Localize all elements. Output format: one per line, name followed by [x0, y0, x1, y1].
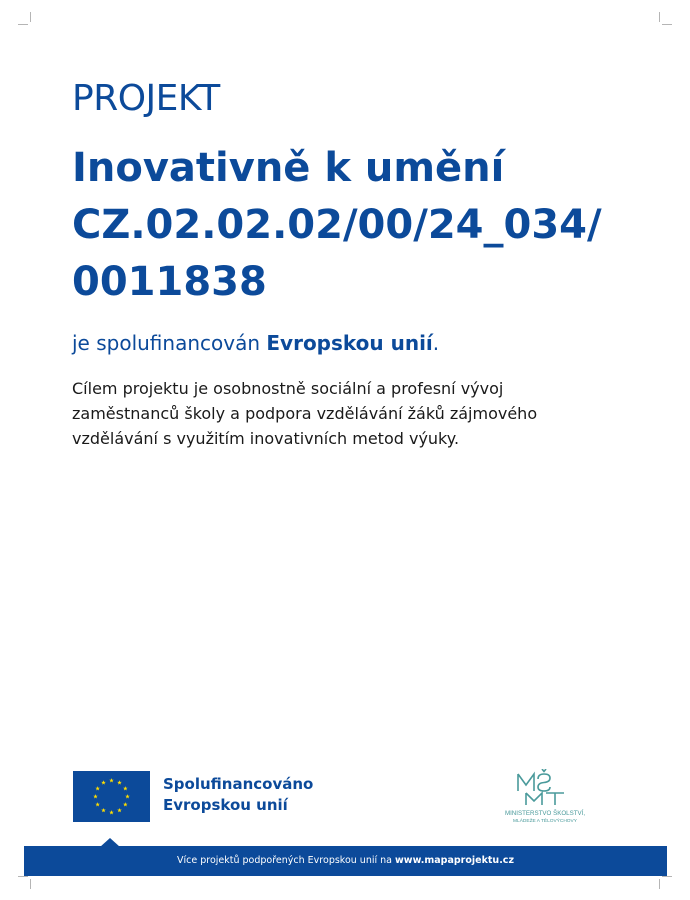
- eu-star-icon: [109, 810, 114, 814]
- msmt-logo-line2: MLÁDEŽE A TĚLOVÝCHOVY: [513, 819, 577, 824]
- eu-logo-line2: Evropskou unií: [163, 796, 288, 814]
- crop-mark: [662, 876, 672, 877]
- eu-star-icon: [125, 794, 130, 798]
- eu-star-icon: [117, 780, 122, 784]
- msmt-monogram-m-top: [518, 774, 534, 791]
- eu-flag-icon: [73, 771, 150, 822]
- project-description: Cílem projektu je osobnostně sociální a profesní vývoj zaměstnanců školy a podpora vzdělávání žáků zájmového vzdělávání s využitím inovativních metod výuky.: [72, 379, 538, 448]
- eu-star-icon: [101, 780, 106, 784]
- cofinancing-statement: [72, 331, 439, 355]
- cofinancing-prefix: je spolufinancován: [72, 331, 267, 355]
- crop-mark: [659, 879, 660, 889]
- eu-star-icon: [95, 786, 100, 790]
- msmt-logo: [488, 769, 603, 825]
- crop-mark: [30, 879, 31, 889]
- eu-star-icon: [123, 786, 128, 790]
- msmt-monogram-m-bottom: [526, 793, 542, 805]
- title-line: Inovativně k umění: [72, 145, 505, 191]
- eu-cofinanced-logo-text: [163, 774, 313, 816]
- msmt-logo-line1: MINISTERSTVO ŠKOLSTVÍ,: [504, 810, 586, 817]
- msmt-monogram-s: [538, 774, 550, 791]
- eu-star-icon: [95, 802, 100, 806]
- cofinancing-eu: Evropskou unií: [266, 331, 433, 355]
- crop-mark: [662, 24, 672, 25]
- eu-star-icon: [123, 802, 128, 806]
- project-label: PROJEKT: [72, 78, 220, 119]
- eu-star-icon: [93, 794, 98, 798]
- title-line: 0011838: [72, 259, 267, 305]
- eu-logo-line1: Spolufinancováno: [163, 775, 314, 793]
- crop-mark: [18, 876, 28, 877]
- crop-mark: [30, 12, 31, 22]
- footer-bar: [24, 846, 667, 876]
- cofinancing-suffix: .: [432, 331, 440, 355]
- msmt-monogram-hacek: [542, 769, 546, 772]
- crop-mark: [659, 12, 660, 22]
- project-title: [72, 140, 602, 311]
- footer-text-prefix: Více projektů podpořených Evropskou unií na: [177, 855, 396, 866]
- footer-text: [24, 846, 667, 876]
- title-line: CZ.02.02.02/00/24_034/: [72, 202, 602, 248]
- eu-star-icon: [101, 808, 106, 812]
- eu-star-icon: [117, 808, 122, 812]
- footer-link[interactable]: www.mapaprojektu.cz: [395, 855, 514, 866]
- eu-stars: [73, 771, 150, 822]
- msmt-monogram-t: [546, 793, 564, 805]
- crop-mark: [18, 24, 28, 25]
- eu-star-icon: [109, 778, 114, 782]
